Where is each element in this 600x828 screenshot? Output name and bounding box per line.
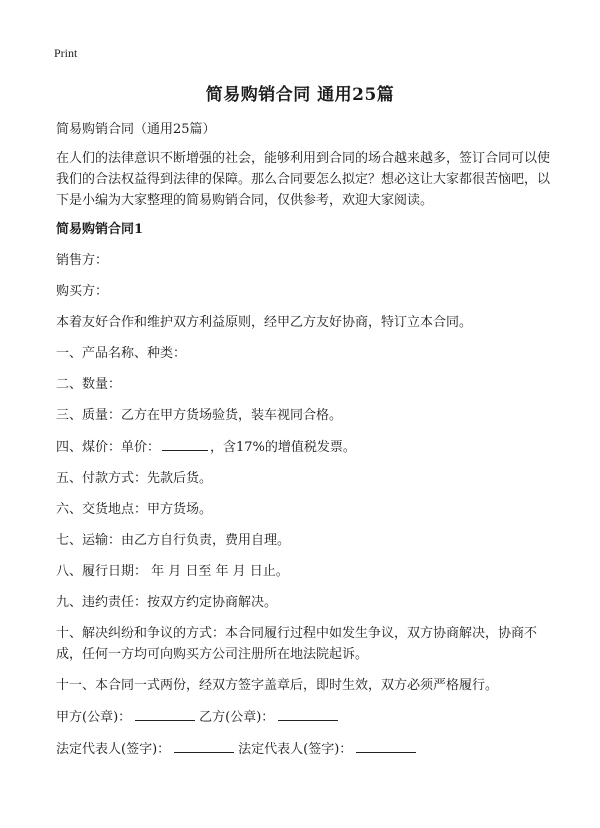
legal-rep-a-blank — [174, 738, 234, 753]
clause-price-prefix: 四、煤价：单价： — [56, 440, 161, 455]
price-blank — [162, 436, 208, 451]
clause-quantity: 二、数量： — [56, 377, 122, 392]
print-link[interactable]: Print — [54, 46, 78, 60]
party-a-seal-blank — [135, 706, 195, 721]
clause-disputes: 十、解决纠纷和争议的方式：本合同履行过程中如发生争议，双方协商解决，协商不成，任何一方均可向购买方公司注册所在地法院起诉。 — [56, 626, 538, 662]
party-a-seal-label: 甲方(公章)： — [56, 710, 132, 725]
legal-rep-b-blank — [356, 738, 416, 753]
document-body — [56, 119, 556, 770]
legal-rep-a-label: 法定代表人(签字)： — [56, 742, 171, 757]
clause-copies: 十一、本合同一式两份，经双方签字盖章后，即时生效，双方必须严格履行。 — [56, 678, 499, 693]
clause-payment: 五、付款方式：先款后货。 — [56, 471, 213, 486]
clause-dates: 八、履行日期： 年 月 日至 年 月 日止。 — [56, 564, 289, 579]
clause-price — [56, 436, 556, 458]
clause-price-suffix: ，含17%的增值税发票。 — [210, 440, 356, 455]
clause-delivery: 六、交货地点：甲方货场。 — [56, 502, 213, 517]
intro-paragraph: 在人们的法律意识不断增强的社会，能够利用到合同的场合越来越多，签订合同可以使我们的合法权益得到法律的保障。那么合同要怎么拟定？想必这让大家都很苦恼吧，以下是小编为大家整理的简易购销合同，仅供参考，欢迎大家阅读。 — [56, 151, 551, 208]
party-b-seal-label: 乙方(公章)： — [199, 710, 275, 725]
section-heading: 简易购销合同1 — [56, 222, 144, 237]
clause-liability: 九、违约责任：按双方约定协商解决。 — [56, 595, 278, 610]
seller-line: 销售方： — [56, 253, 109, 268]
document-subtitle: 简易购销合同（通用25篇） — [56, 122, 216, 137]
legal-rep-b-label: 法定代表人(签字)： — [238, 742, 353, 757]
clause-quality: 三、质量：乙方在甲方货场验货，装车视同合格。 — [56, 408, 343, 423]
preamble-paragraph: 本着友好合作和维护双方利益原则，经甲乙方友好协商，特订立本合同。 — [56, 315, 473, 330]
clause-transport: 七、运输：由乙方自行负责，费用自理。 — [56, 533, 291, 548]
party-b-seal-blank — [278, 706, 338, 721]
signature-row — [56, 738, 556, 760]
page-title: 简易购销合同 通用25篇 — [205, 85, 395, 105]
buyer-line: 购买方： — [56, 284, 109, 299]
clause-product: 一、产品名称、种类： — [56, 346, 187, 361]
seal-row — [56, 706, 556, 728]
